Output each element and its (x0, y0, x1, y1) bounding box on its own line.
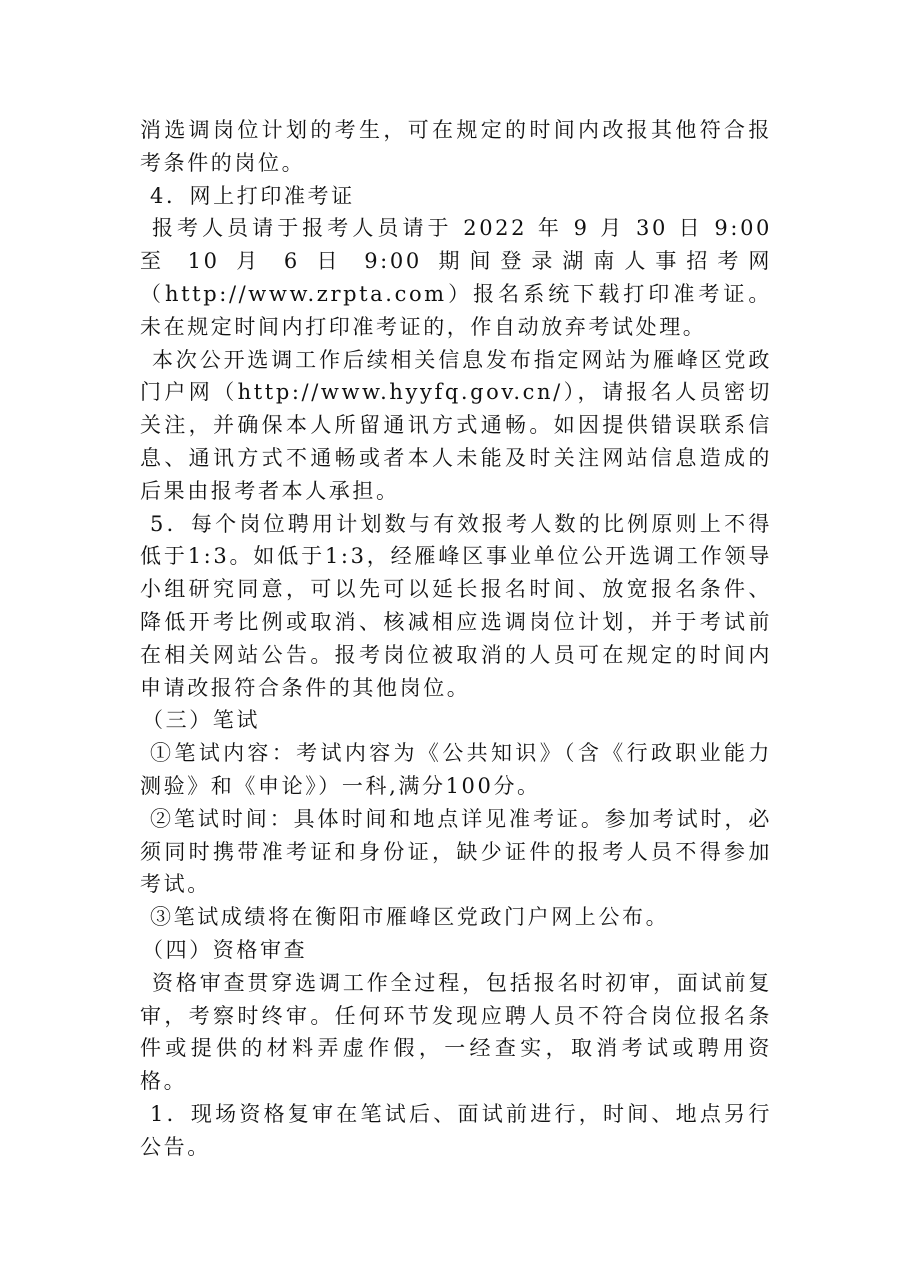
paragraph-continuation: 消选调岗位计划的考生，可在规定的时间内改报其他符合报考条件的岗位。 (140, 118, 772, 175)
paragraph-ratio-rule: 5．每个岗位聘用计划数与有效报考人数的比例原则上不得低于1:3。如低于1:3，经雁峰区事业单位公开选调工作领导小组研究同意，可以先可以延长报名时间、放宽报名条件、降低开考比例或取消、核减相应选调岗位计划，并于考试前在相关网站公告。报考岗位被取消的人员可在规定的时间内申请改报符合条件的其他岗位。 (140, 511, 772, 700)
heading-print-admission: 4．网上打印准考证 (150, 183, 355, 208)
paragraph-info-website: 本次公开选调工作后续相关信息发布指定网站为雁峰区党政门户网（http://www.hyyfq.gov.cn/），请报名人员密切关注，并确保本人所留通讯方式通畅。如因提供错误联系信息、通讯方式不通畅或者本人未能及时关注网站信息造成的后果由报考者本人承担。 (140, 347, 772, 503)
heading-written-exam: （三）笔试 (142, 708, 260, 733)
document-page (140, 114, 772, 1164)
paragraph-onsite-review: 1．现场资格复审在笔试后、面试前进行，时间、地点另行公告。 (140, 1101, 772, 1159)
paragraph-exam-results: ③笔试成绩将在衡阳市雁峰区党政门户网上公布。 (150, 905, 670, 930)
paragraph-print-admission: 报考人员请于报考人员请于 2022 年 9 月 30 日 9:00 至 10 月 6 日 9:00 期间登录湖南人事招考网（http://www.zrpta.com）报名系统下载打印准考证。未在规定时间内打印准考证的，作自动放弃考试处理。 (140, 216, 772, 339)
heading-qualification-review: （四）资格审查 (142, 937, 308, 962)
paragraph-exam-content: ①笔试内容：考试内容为《公共知识》（含《行政职业能力测验》和《申论》）一科,满分100分。 (140, 741, 772, 798)
paragraph-review-process: 资格审查贯穿选调工作全过程，包括报名时初审，面试前复审，考察时终审。任何环节发现应聘人员不符合岗位报名条件或提供的材料弄虚作假，一经查实，取消考试或聘用资格。 (140, 970, 772, 1094)
paragraph-exam-time: ②笔试时间：具体时间和地点详见准考证。参加考试时，必须同时携带准考证和身份证，缺少证件的报考人员不得参加考试。 (140, 806, 772, 897)
